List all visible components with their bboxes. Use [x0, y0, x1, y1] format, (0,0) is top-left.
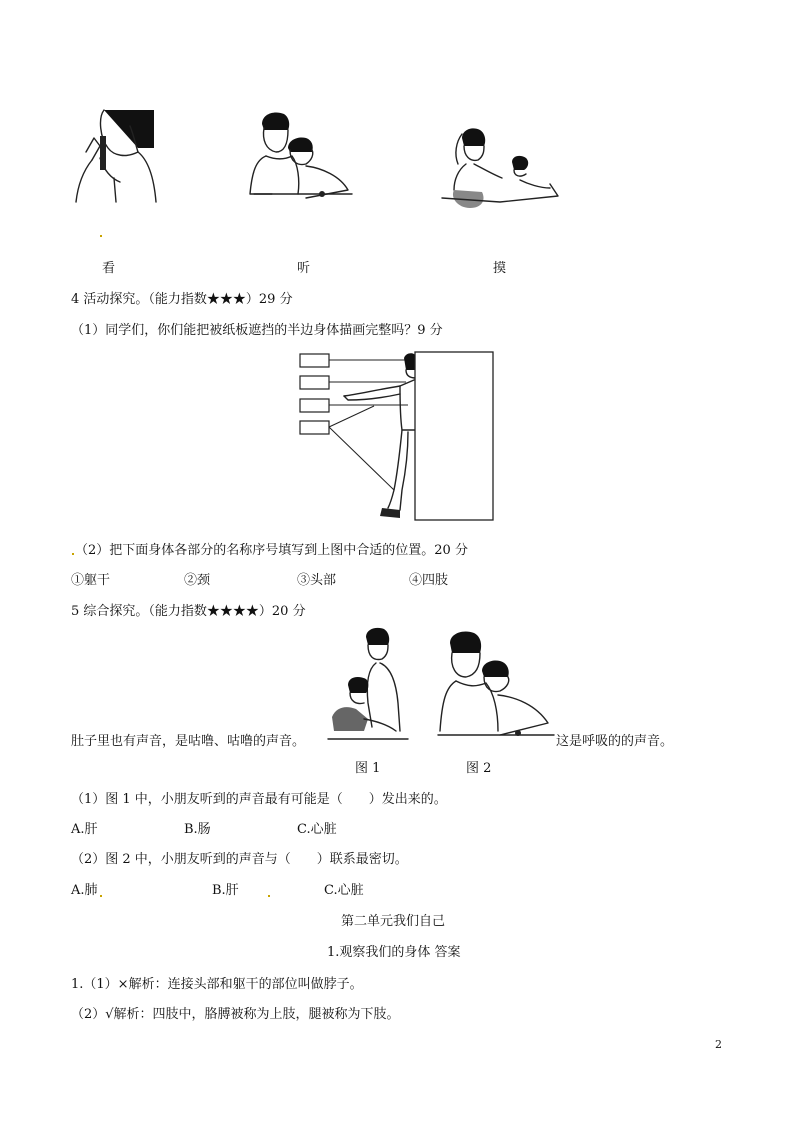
q4-sub2: （2）把下面身体各部分的名称序号填写到上图中合适的位置。20 分 — [75, 543, 468, 558]
page-number: 2 — [715, 1038, 722, 1051]
answer-2: （2）√解析：四肢中，胳膊被称为上肢，腿被称为下肢。 — [71, 1007, 400, 1022]
illustration-listening — [244, 110, 356, 206]
label-box-1[interactable] — [300, 354, 329, 367]
unit-heading: 第二单元我们自己 — [341, 914, 446, 929]
q5-title: 5 综合探究。（能力指数★★★★）20 分 — [71, 604, 306, 619]
figure-1-listening-belly — [324, 627, 410, 743]
q4-sub1: （1）同学们，你们能把被纸板遮挡的半边身体描画完整吗？9 分 — [71, 323, 443, 338]
q4-title: 4 活动探究。（能力指数★★★）29 分 — [71, 292, 293, 307]
label-see: 看 — [102, 261, 116, 276]
yellow-mark — [72, 553, 74, 555]
q5-sub2-option-a: A.肺 — [71, 883, 98, 898]
yellow-mark — [268, 895, 270, 897]
q5-sub1-option-b: B.肠 — [184, 822, 211, 837]
q5-sub1-option-c: C.心脏 — [297, 822, 337, 837]
label-hear: 听 — [297, 261, 311, 276]
label-touch: 摸 — [493, 261, 507, 276]
q5-sub1-option-a: A.肝 — [71, 822, 98, 837]
q5-sub1: （1）图 1 中，小朋友听到的声音最有可能是（ ）发出来的。 — [71, 792, 447, 807]
label-box-2[interactable] — [300, 376, 329, 389]
yellow-mark — [100, 895, 102, 897]
q5-sub2-option-c: C.心脏 — [324, 883, 364, 898]
figure-2-caption: 图 2 — [466, 761, 492, 776]
label-box-3[interactable] — [300, 399, 329, 412]
illustration-touching — [440, 128, 562, 214]
illustration-looking — [70, 108, 160, 204]
lesson-answer-heading: 1.观察我们的身体 答案 — [327, 945, 461, 960]
option-torso: ①躯干 — [71, 573, 111, 588]
q5-right-text: 这是呼吸的的声音。 — [556, 734, 674, 749]
q5-left-text: 肚子里也有声音，是咕噜、咕噜的声音。 — [71, 734, 306, 749]
option-neck: ②颈 — [184, 573, 211, 588]
q5-sub2-option-b: B.肝 — [212, 883, 239, 898]
option-head: ③头部 — [297, 573, 337, 588]
q5-sub2: （2）图 2 中，小朋友听到的声音与（ ）联系最密切。 — [71, 852, 408, 867]
answer-1: 1.（1）×解析：连接头部和躯干的部位叫做脖子。 — [71, 977, 363, 992]
figure-2-listening-breath — [436, 631, 558, 743]
label-box-4[interactable] — [300, 421, 329, 434]
figure-1-caption: 图 1 — [355, 761, 381, 776]
option-limbs: ④四肢 — [409, 573, 449, 588]
half-body-diagram — [296, 350, 496, 522]
yellow-mark — [100, 235, 102, 237]
